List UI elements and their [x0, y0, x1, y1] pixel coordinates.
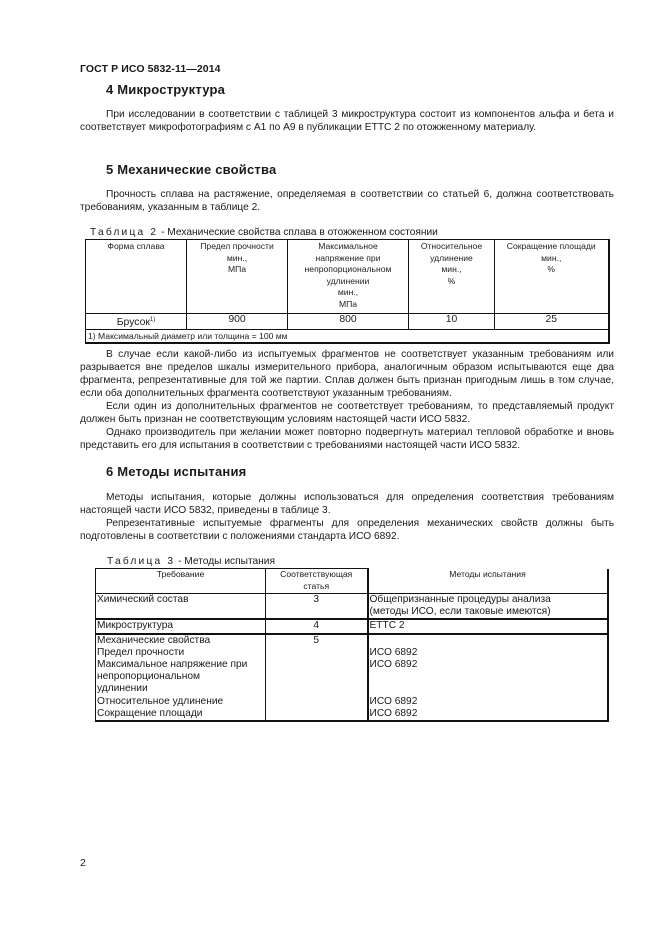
table-2-header-row — [86, 240, 609, 314]
cell-method: ИСО 6892 — [368, 696, 608, 708]
cell-requirement: Химический состав — [96, 594, 266, 620]
header-line: Максимальное — [318, 241, 378, 251]
section-5-paragraph — [80, 189, 614, 215]
method-line: (методы ИСО, если таковые имеются) — [369, 606, 551, 618]
header-line: мин., — [337, 287, 359, 297]
cell-clause: 5 — [266, 634, 368, 647]
header-line: мин., — [541, 252, 562, 263]
table-3-label: Таблица 3 — [107, 556, 176, 567]
table-row — [86, 314, 609, 330]
table-2-caption — [90, 227, 438, 238]
header-line: удлинении — [326, 275, 370, 286]
cell-method: ИСО 6892 — [368, 659, 608, 696]
table-2-title: - Механические свойства сплава в отожженном состоянии — [158, 227, 438, 238]
header-line: МПа — [338, 298, 358, 309]
cell-requirement: Относительное удлинение — [96, 696, 266, 708]
header-line: Форма сплава — [107, 241, 165, 251]
header-line: МПа — [227, 264, 247, 274]
page-number: 2 — [80, 857, 86, 869]
header-line: Соответствующая — [280, 569, 353, 579]
header-line: % — [447, 275, 456, 286]
table-2-header-elongation — [409, 240, 495, 314]
cell-method — [368, 634, 608, 647]
header-line: мин., — [226, 252, 248, 263]
requirement-line: непропорциональном — [97, 671, 201, 683]
cell-requirement — [96, 659, 266, 696]
header-line: удлинение — [430, 252, 473, 263]
table-row — [96, 708, 608, 721]
header-line: непропорциональном — [304, 264, 392, 274]
table-row — [96, 594, 608, 620]
section-5-paragraph-4 — [80, 427, 614, 453]
table-3-title: - Методы испытания — [175, 556, 275, 567]
section-5-paragraph-3 — [80, 401, 614, 427]
cell-clause: 3 — [266, 594, 368, 620]
paragraph-text: Репрезентативные испытуемые фрагменты для определения механических свойств должны быть подготовлены в соответствии с положениями стандарта ИСО 6892. — [80, 518, 614, 542]
requirement-line: Максимальное напряжение при — [97, 659, 248, 671]
header-line: мин., — [441, 264, 462, 274]
cell-elongation: 10 — [409, 314, 495, 330]
table-row — [96, 659, 608, 696]
cell-clause — [266, 659, 368, 696]
cell-form-text: Брусок — [116, 317, 150, 328]
cell-requirement: Механические свойства — [96, 634, 266, 647]
header-line: Предел прочности — [200, 241, 274, 251]
header-line: напряжение при — [315, 252, 381, 263]
paragraph-text: В случае если какой-либо из испытуемых фрагментов не соответствует указанным требованиям или разрывается вне пределов шкалы измерительного прибора, аналогичным образом испытываются еще два фрагмента, репрезентативные для той же партии. Сплав должен быть признан пригодным лишь в том случае, если оба дополнительных фрагмента соответствуют указанным требованиям. — [80, 349, 614, 399]
footnote-marker: 1) — [149, 317, 156, 323]
cell-requirement: Предел прочности — [96, 647, 266, 659]
cell-method: ИСО 6892 — [368, 647, 608, 659]
table-2-mechanical-properties — [85, 239, 610, 344]
table-2-header-form — [86, 240, 187, 314]
header-line: % — [547, 264, 556, 274]
table-2-header-reduction — [495, 240, 609, 314]
table-3-header-row — [96, 569, 608, 594]
table-3-caption — [107, 556, 275, 567]
header-line: Сокращение площади — [506, 241, 596, 251]
cell-clause: 4 — [266, 619, 368, 633]
table-3-header-method: Методы испытания — [368, 569, 608, 594]
cell-method: ИСО 6892 — [368, 708, 608, 721]
section-4-paragraph-text: При исследовании в соответствии с таблицей 3 микроструктура состоит из компонентов альфа и бета и соответствует микрофотографиям с А1 по А9 в публикации ЕТТС 2 по отожженному материалу. — [80, 109, 614, 133]
table-2-header-yield — [288, 240, 409, 314]
cell-clause — [266, 696, 368, 708]
section-5-paragraph-2 — [80, 349, 614, 401]
table-2-header-tensile — [187, 240, 288, 314]
paragraph-text: Если один из дополнительных фрагментов не соответствует требованиям, то представляемый продукт должен быть признан не соответствующим условиям настоящей части ИСО 5832. — [80, 401, 614, 425]
cell-yield: 800 — [288, 314, 409, 330]
method-line: Общепризнанные процедуры анализа — [369, 594, 551, 605]
cell-reduction: 25 — [495, 314, 609, 330]
cell-requirement: Сокращение площади — [96, 708, 266, 721]
table-2-footnote-row — [86, 330, 609, 344]
section-4-title: 4 Микроструктура — [106, 82, 226, 97]
cell-requirement: Микроструктура — [96, 619, 266, 633]
table-2-footnote: 1) Максимальный диаметр или толщина = 100 мм — [86, 330, 609, 344]
requirement-line: удлинении — [97, 683, 148, 695]
cell-tensile: 900 — [187, 314, 288, 330]
header-line: статья — [303, 580, 330, 591]
document-header-id: ГОСТ Р ИСО 5832-11—2014 — [80, 63, 221, 75]
table-row — [96, 634, 608, 647]
table-row — [96, 647, 608, 659]
section-6-title: 6 Методы испытания — [106, 464, 247, 479]
cell-clause — [266, 647, 368, 659]
cell-method: ЕТТС 2 — [368, 619, 608, 633]
table-3-header-clause — [266, 569, 368, 594]
section-5-title: 5 Механические свойства — [106, 162, 277, 177]
header-line: Относительное — [420, 241, 483, 251]
cell-method — [368, 594, 608, 620]
table-3-test-methods — [95, 568, 609, 722]
section-5-paragraph-text: Прочность сплава на растяжение, определяемая в соответствии со статьей 6, должна соответствовать требованиям, указанным в таблице 2. — [80, 189, 614, 213]
cell-form — [86, 314, 187, 330]
paragraph-text: Однако производитель при желании может повторно подвергнуть материал тепловой обработке и вновь представить его для испытания в соответствии с требованиями настоящей части ИСО 5832. — [80, 427, 614, 451]
table-2-label: Таблица 2 — [90, 227, 159, 238]
section-6-paragraph-2 — [80, 518, 614, 544]
paragraph-text: Методы испытания, которые должны использоваться для определения соответствия требованиям настоящей части ИСО 5832, приведены в таблице 3. — [80, 492, 614, 516]
table-row — [96, 696, 608, 708]
cell-clause — [266, 708, 368, 721]
section-6-paragraph-1 — [80, 492, 614, 518]
table-3-header-requirement: Требование — [96, 569, 266, 594]
table-row — [96, 619, 608, 633]
section-4-paragraph — [80, 109, 614, 135]
